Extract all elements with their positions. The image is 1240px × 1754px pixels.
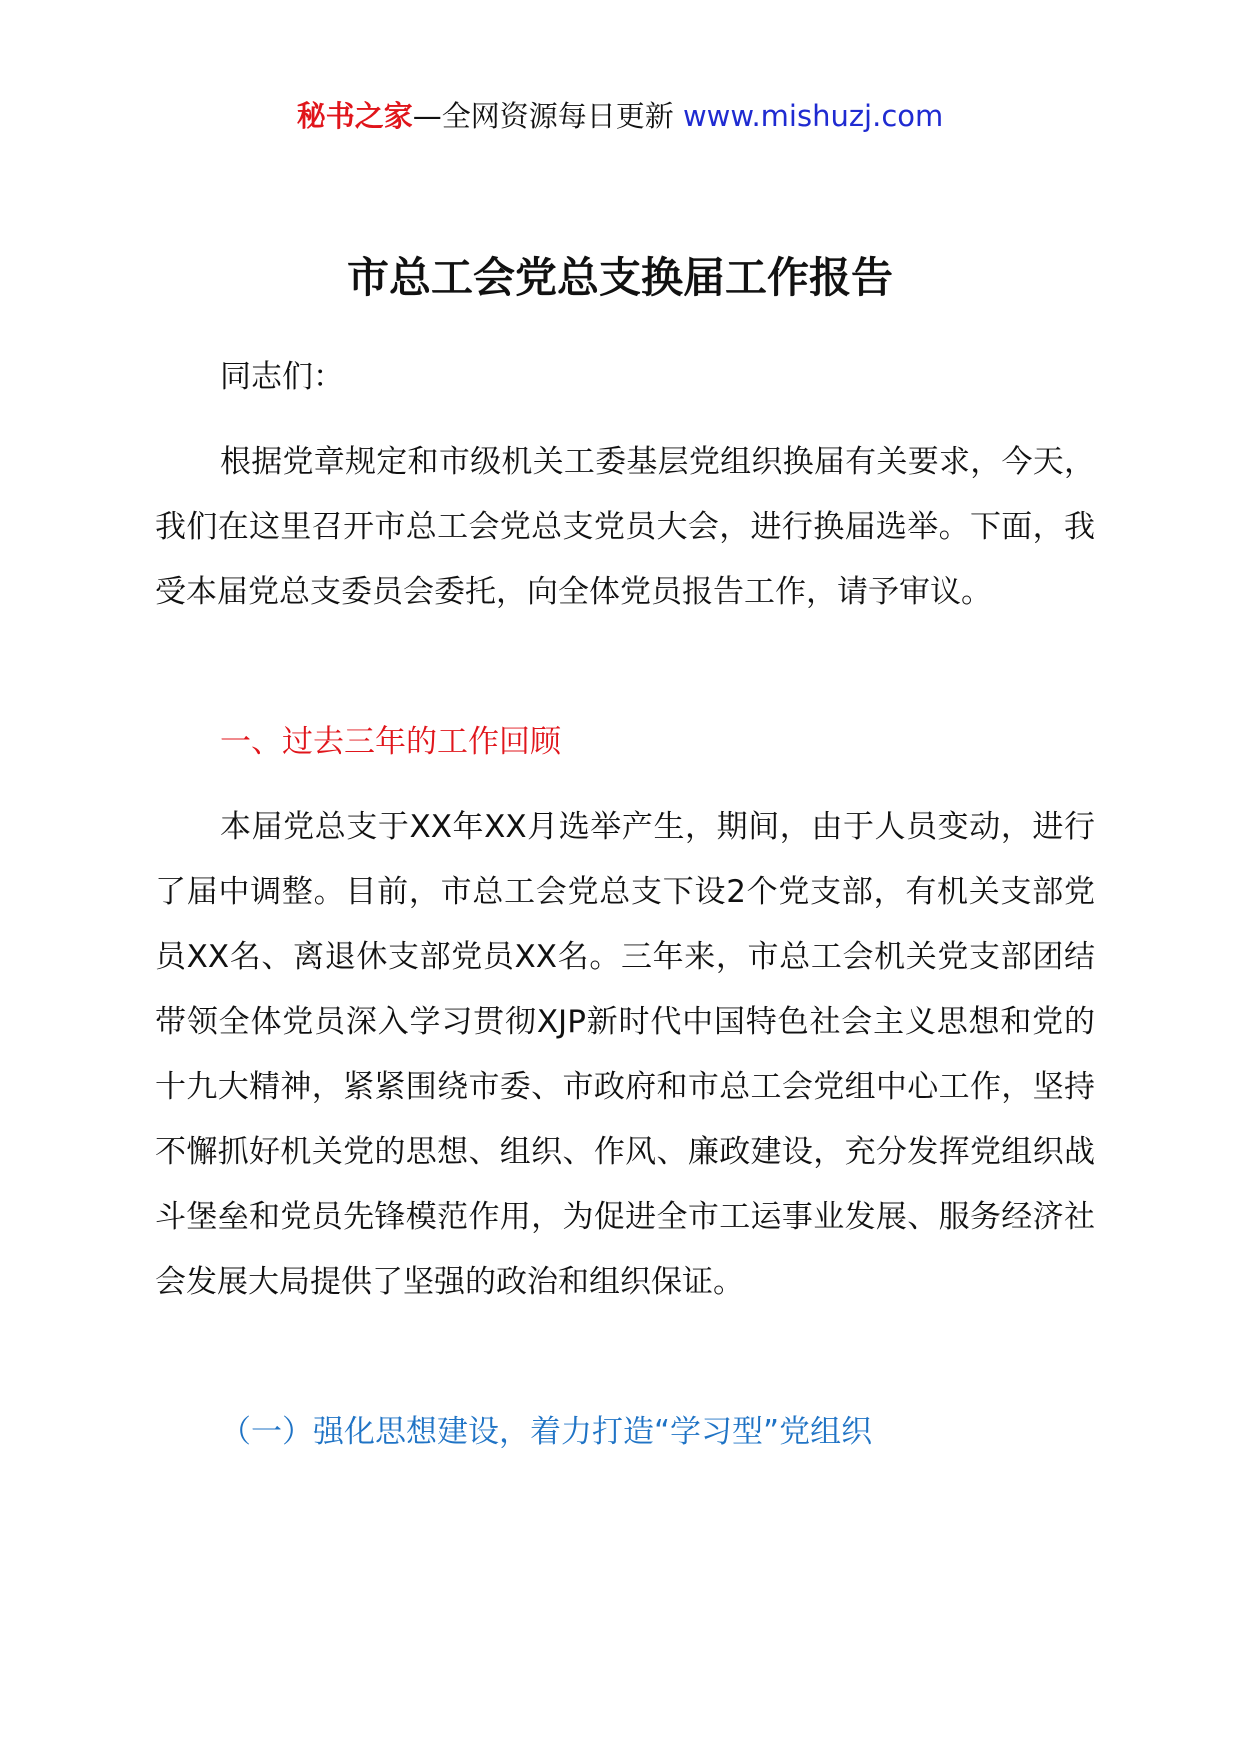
section-heading-1: 一、过去三年的工作回顾: [220, 724, 561, 760]
site-header: [0, 96, 1240, 136]
document-title: 市总工会党总支换届工作报告: [346, 253, 893, 302]
brand-name: 秘书之家: [296, 99, 413, 133]
intro-paragraph: 根据党章规定和市级机关工委基层党组织换届有关要求，今天，我们在这里召开市总工会党总支党员大会，进行换届选举。下面，我受本届党总支委员会委托，向全体党员报告工作，请予审议。: [155, 444, 1095, 610]
subsection-heading-1: （一）强化思想建设，着力打造“学习型”党组织: [220, 1414, 873, 1450]
site-url-link[interactable]: www.mishuzj.com: [682, 99, 944, 133]
greeting-paragraph: 同志们：: [220, 359, 344, 395]
header-tagline: —全网资源每日更新: [412, 99, 674, 133]
review-paragraph: 本届党总支于XX年XX月选举产生，期间，由于人员变动，进行了届中调整。目前，市总工会党总支下设2个党支部，有机关支部党员XX名、离退休支部党员XX名。三年来，市总工会机关党支部团结带领全体党员深入学习贯彻XJP新时代中国特色社会主义思想和党的十九大精神，紧紧围绕市委、市政府和市总工会党组中心工作，坚持不懈抓好机关党的思想、组织、作风、廉政建设，充分发挥党组织战斗堡垒和党员先锋模范作用，为促进全市工运事业发展、服务经济社会发展大局提供了坚强的政治和组织保证。: [155, 809, 1095, 1300]
